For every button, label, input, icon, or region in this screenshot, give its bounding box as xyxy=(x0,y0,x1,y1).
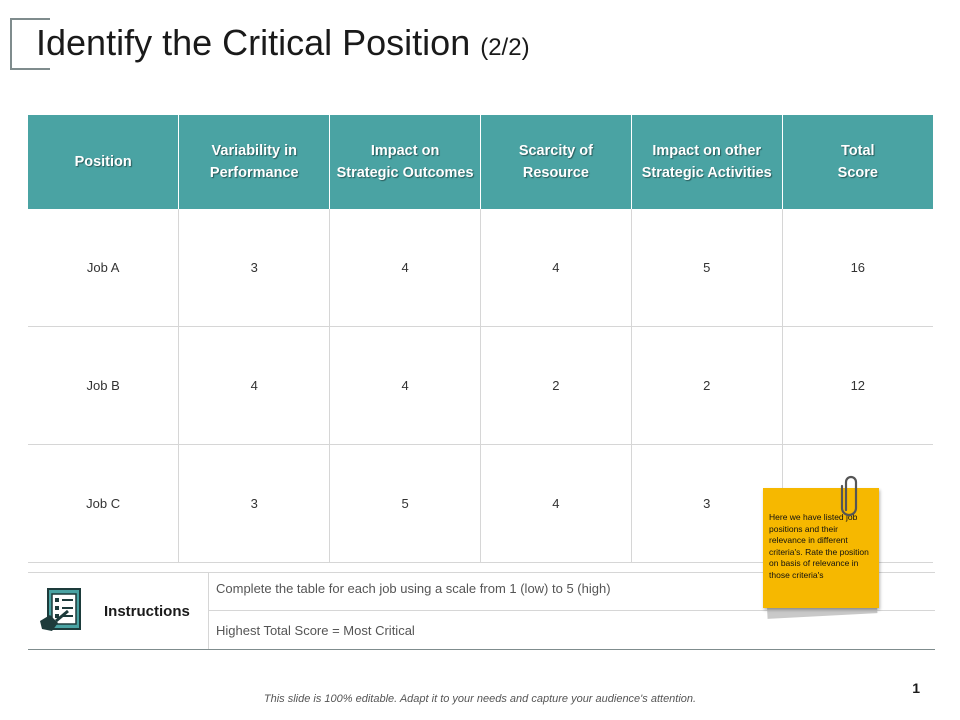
header-label: Impact on other xyxy=(652,143,762,159)
sticky-note-text: Here we have listed job positions and their relevance in different criteria's. Rate the position on basis of relevance in those criteria's xyxy=(769,512,869,580)
table-cell-position: Job C xyxy=(28,445,179,563)
table-cell-position: Job B xyxy=(28,327,179,445)
header-label: Resource xyxy=(522,165,589,181)
footer-note: This slide is 100% editable. Adapt it to your needs and capture your audience's attention. xyxy=(263,693,697,705)
table-cell: 4 xyxy=(330,327,481,445)
header-position xyxy=(28,115,179,209)
header-total-score xyxy=(782,115,933,209)
header-label: Total xyxy=(841,143,875,159)
table-cell: 5 xyxy=(330,445,481,563)
table-cell: 2 xyxy=(480,327,631,445)
page-title xyxy=(36,22,530,64)
instructions-line-critical: Highest Total Score = Most Critical xyxy=(216,623,415,638)
table-header-row xyxy=(28,115,933,209)
table-cell: 4 xyxy=(179,327,330,445)
header-label: Strategic Activities xyxy=(641,165,772,181)
header-label: Position xyxy=(74,154,132,170)
table-cell: 3 xyxy=(179,445,330,563)
title-text: dentify the Critical Position xyxy=(46,22,481,63)
title-first-letter: I xyxy=(36,22,47,63)
table-cell-total: 16 xyxy=(782,209,933,327)
header-variability xyxy=(179,115,330,209)
instructions-divider xyxy=(208,573,209,649)
document-checklist-icon xyxy=(38,587,88,633)
table-cell: 4 xyxy=(330,209,481,327)
table-row xyxy=(28,327,933,445)
header-label: Impact on xyxy=(370,143,440,159)
paperclip-icon xyxy=(838,474,862,518)
header-label: Strategic Outcomes xyxy=(336,165,474,181)
header-impact-other-activities xyxy=(631,115,782,209)
instructions-label: Instructions xyxy=(104,603,190,620)
page-number: 1 xyxy=(912,680,920,696)
header-label: Scarcity of xyxy=(518,143,593,159)
header-label: Score xyxy=(837,165,878,181)
table-cell: 4 xyxy=(480,445,631,563)
header-label: Performance xyxy=(209,165,299,181)
table-cell-total: 12 xyxy=(782,327,933,445)
table-cell: 3 xyxy=(179,209,330,327)
table-row xyxy=(28,209,933,327)
table-cell: 4 xyxy=(480,209,631,327)
table-cell: 3 xyxy=(631,445,782,563)
table-cell: 5 xyxy=(631,209,782,327)
table-cell-position: Job A xyxy=(28,209,179,327)
instructions-line-scale: Complete the table for each job using a scale from 1 (low) to 5 (high) xyxy=(216,581,611,596)
title-suffix: (2/2) xyxy=(480,34,530,61)
header-label: Variability in xyxy=(211,143,297,159)
header-impact-strategic-outcomes xyxy=(330,115,481,209)
table-cell: 2 xyxy=(631,327,782,445)
header-scarcity xyxy=(480,115,631,209)
